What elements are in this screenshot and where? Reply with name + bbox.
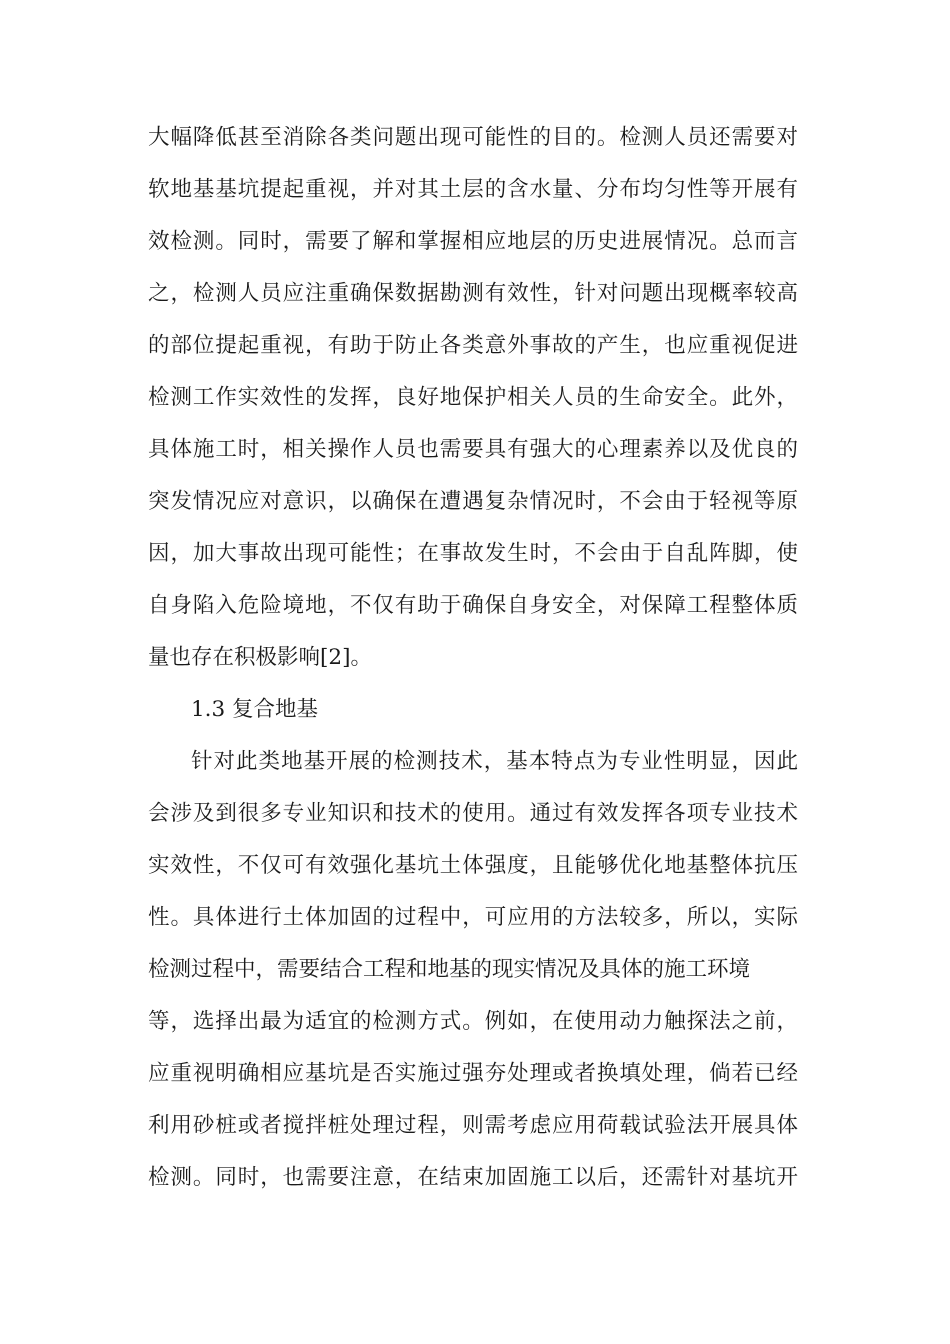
- text-line: 具体施工时，相关操作人员也需要具有强大的心理素养以及优良的: [148, 437, 798, 462]
- text-line: 会涉及到很多专业知识和技术的使用。通过有效发挥各项专业技术: [148, 801, 798, 826]
- text-line-last: 量也存在积极影响[2]。: [148, 645, 372, 670]
- body-text: [148, 112, 798, 1204]
- text-line: 之，检测人员应注重确保数据勘测有效性，针对问题出现概率较高: [148, 281, 798, 306]
- paragraph-1: [148, 112, 798, 684]
- paragraph-2: [148, 736, 798, 1204]
- text-line: 大幅降低甚至消除各类问题出现可能性的目的。检测人员还需要对: [148, 125, 798, 150]
- text-line: 检测工作实效性的发挥，良好地保护相关人员的生命安全。此外，: [148, 385, 798, 410]
- text-line: 应重视明确相应基坑是否实施过强夯处理或者换填处理，倘若已经: [148, 1061, 798, 1086]
- text-line: 因，加大事故出现可能性；在事故发生时，不会由于自乱阵脚，使: [148, 541, 798, 566]
- text-line: 等，选择出最为适宜的检测方式。例如，在使用动力触探法之前，: [148, 1009, 798, 1034]
- section-heading: 1.3 复合地基: [191, 697, 319, 722]
- text-line-first: 针对此类地基开展的检测技术，基本特点为专业性明显，因此: [191, 749, 798, 774]
- text-line: 突发情况应对意识，以确保在遭遇复杂情况时，不会由于轻视等原: [148, 489, 798, 514]
- text-line: 自身陷入危险境地，不仅有助于确保自身安全，对保障工程整体质: [148, 593, 798, 618]
- text-line: 效检测。同时，需要了解和掌握相应地层的历史进展情况。总而言: [148, 229, 798, 254]
- text-line: 检测。同时，也需要注意，在结束加固施工以后，还需针对基坑开: [148, 1165, 798, 1190]
- text-line: 实效性，不仅可有效强化基坑土体强度，且能够优化地基整体抗压: [148, 853, 798, 878]
- text-line: 软地基基坑提起重视，并对其土层的含水量、分布均匀性等开展有: [148, 177, 798, 202]
- text-line: 的部位提起重视，有助于防止各类意外事故的产生，也应重视促进: [148, 333, 798, 358]
- text-line: 性。具体进行土体加固的过程中，可应用的方法较多，所以，实际: [148, 905, 798, 930]
- text-line: 利用砂桩或者搅拌桩处理过程，则需考虑应用荷载试验法开展具体: [148, 1113, 798, 1138]
- text-line: 检测过程中，需要结合工程和地基的现实情况及具体的施工环境: [148, 957, 751, 982]
